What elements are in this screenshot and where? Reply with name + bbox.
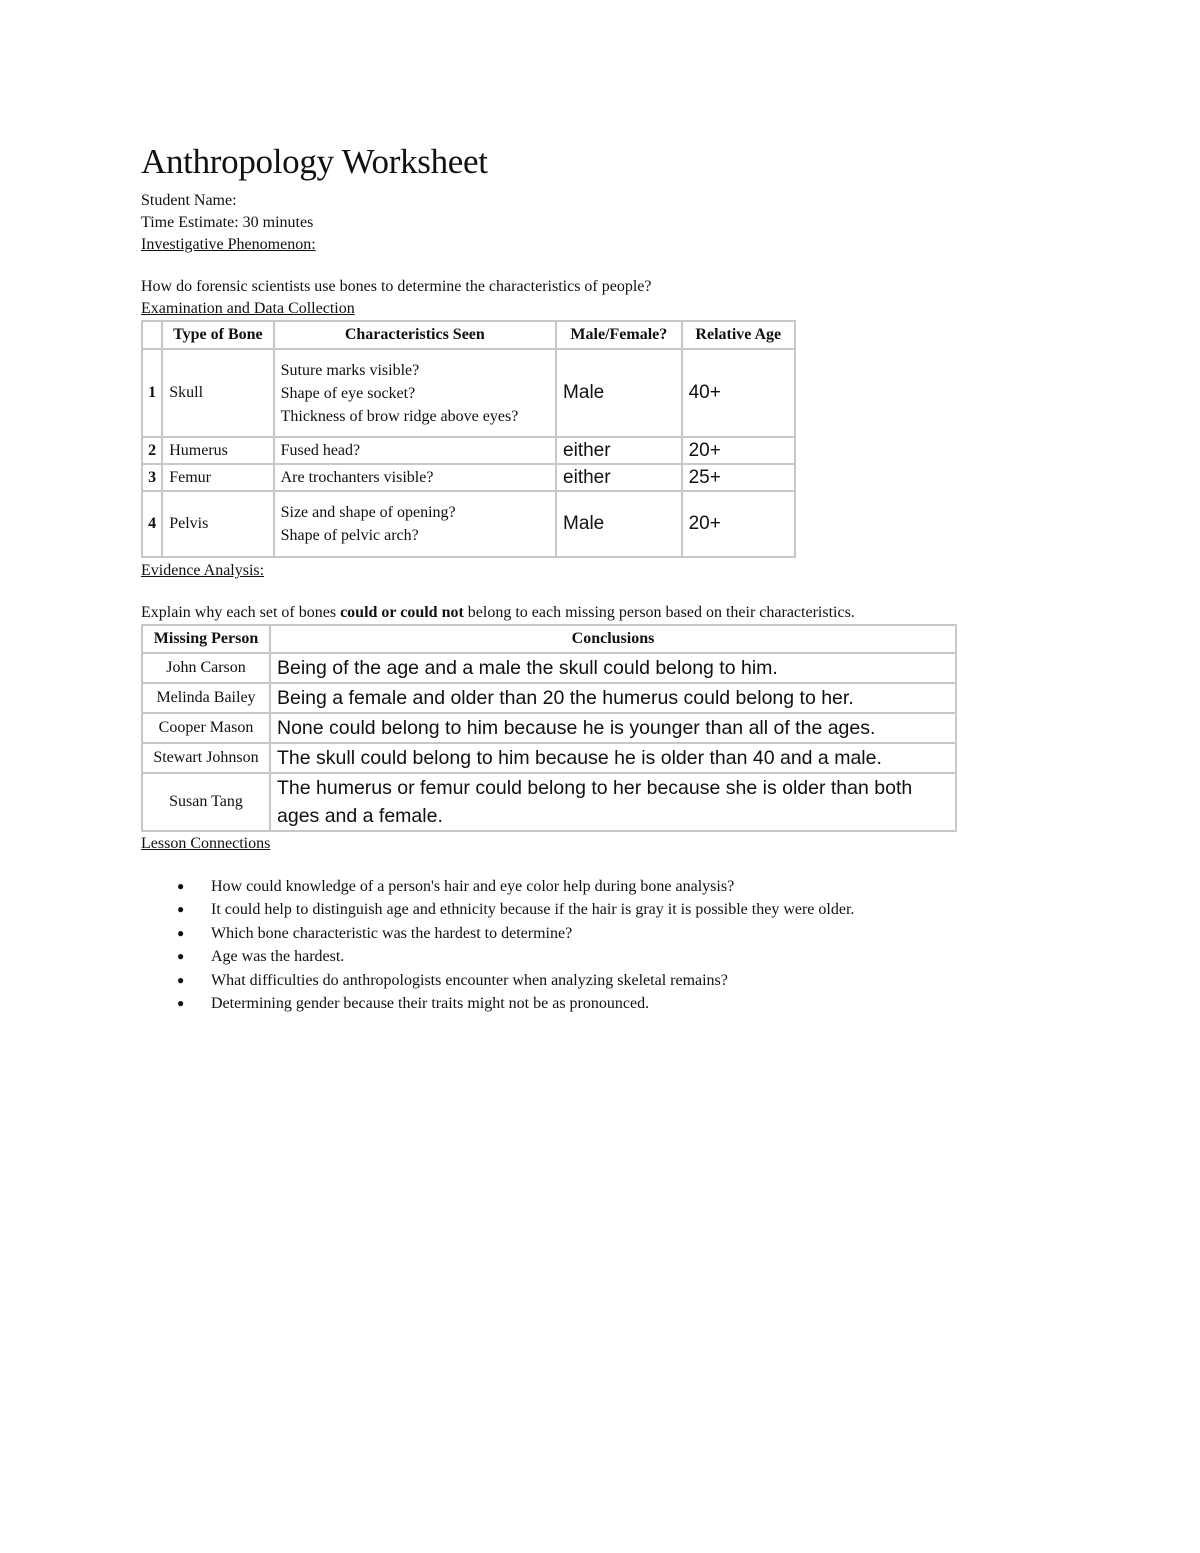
- bullet-icon: ●: [177, 972, 185, 987]
- conclusion: None could belong to him because he is younger than all of the ages.: [270, 713, 956, 743]
- exam-heading: Examination and Data Collection: [141, 300, 355, 317]
- list-item-text: It could help to distinguish age and ethnicity because if the hair is gray it is possible they were older.: [211, 901, 855, 919]
- list-item: [141, 875, 1041, 898]
- header-missing-person: Missing Person: [142, 625, 270, 653]
- table-row: [142, 773, 956, 831]
- characteristic-item: Are trochanters visible?: [280, 469, 434, 486]
- characteristic-item: Shape of pelvic arch?: [280, 527, 419, 544]
- explain-instructions: [141, 602, 1041, 624]
- explain-post: belong to each missing person based on their characteristics.: [463, 604, 855, 621]
- list-item-text: How could knowledge of a person's hair and eye color help during bone analysis?: [211, 878, 735, 895]
- header-characteristics: Characteristics Seen: [274, 321, 556, 349]
- bone-type: Femur: [162, 464, 273, 491]
- list-item: [141, 898, 1041, 921]
- bone-table: [141, 320, 796, 558]
- characteristics: [274, 491, 556, 557]
- characteristic-item: Suture marks visible?: [280, 361, 420, 379]
- list-item-text: Which bone characteristic was the hardest to determine?: [211, 924, 573, 942]
- sex-answer: Male: [556, 349, 682, 437]
- characteristic-item: Size and shape of opening?: [280, 504, 456, 521]
- question-text: How do forensic scientists use bones to determine the characteristics of people?: [141, 278, 652, 295]
- sex-answer: either: [556, 437, 682, 464]
- characteristics: [274, 437, 556, 464]
- bone-type: Pelvis: [162, 491, 273, 557]
- list-item: [141, 969, 1041, 992]
- bone-type: Humerus: [162, 437, 273, 464]
- list-item-text: What difficulties do anthropologists encounter when analyzing skeletal remains?: [211, 971, 728, 989]
- sex-answer: Male: [556, 491, 682, 557]
- list-item: [141, 922, 1041, 945]
- investigative-heading: Investigative Phenomenon:: [141, 236, 316, 253]
- lesson-bullet-list: [141, 875, 1041, 1015]
- row-number: 4: [142, 491, 162, 557]
- characteristic-item: Thickness of brow ridge above eyes?: [280, 407, 519, 425]
- bone-table-header: [142, 321, 795, 349]
- header-type: Type of Bone: [162, 321, 273, 349]
- bone-type: Skull: [162, 349, 273, 437]
- list-item: [141, 992, 1041, 1015]
- sex-answer: either: [556, 464, 682, 491]
- table-row: [142, 491, 795, 557]
- age-answer: 25+: [682, 464, 795, 491]
- time-estimate: Time Estimate: 30 minutes: [141, 214, 314, 231]
- header-age: Relative Age: [682, 321, 795, 349]
- bullet-icon: ●: [177, 902, 185, 917]
- row-number: 1: [142, 349, 162, 437]
- age-answer: 20+: [682, 437, 795, 464]
- explain-bold: could or could not: [340, 604, 464, 621]
- table-row: [142, 683, 956, 713]
- header-sex: Male/Female?: [556, 321, 682, 349]
- table-row: [142, 349, 795, 437]
- bullet-icon: ●: [177, 949, 185, 964]
- bullet-icon: ●: [177, 925, 185, 940]
- age-answer: 20+: [682, 491, 795, 557]
- conclusion: The humerus or femur could belong to her because she is older than both ages and a female.: [270, 773, 956, 831]
- person-name: John Carson: [142, 653, 270, 683]
- header-number-cell: [142, 321, 162, 349]
- person-name: Cooper Mason: [142, 713, 270, 743]
- row-number: 2: [142, 437, 162, 464]
- conclusion: Being a female and older than 20 the humerus could belong to her.: [270, 683, 956, 713]
- list-item-text: Determining gender because their traits might not be as pronounced.: [211, 995, 650, 1013]
- row-number: 3: [142, 464, 162, 491]
- bullet-icon: ●: [177, 879, 185, 893]
- conclusion: Being of the age and a male the skull could belong to him.: [270, 653, 956, 683]
- person-name: Melinda Bailey: [142, 683, 270, 713]
- person-name: Susan Tang: [142, 773, 270, 831]
- conclusion: The skull could belong to him because he is older than 40 and a male.: [270, 743, 956, 773]
- person-table: [141, 624, 957, 832]
- list-item: [141, 945, 1041, 968]
- table-row: [142, 437, 795, 464]
- age-answer: 40+: [682, 349, 795, 437]
- characteristics: [274, 464, 556, 491]
- evidence-heading: Evidence Analysis:: [141, 562, 265, 579]
- table-row: [142, 464, 795, 491]
- worksheet-page: [141, 140, 1041, 1015]
- list-item-text: Age was the hardest.: [211, 948, 345, 966]
- characteristics: [274, 349, 556, 437]
- lesson-heading: Lesson Connections: [141, 835, 271, 852]
- person-name: Stewart Johnson: [142, 743, 270, 773]
- person-table-header: [142, 625, 956, 653]
- table-row: [142, 653, 956, 683]
- student-name-label: Student Name:: [141, 192, 237, 209]
- header-conclusions: Conclusions: [270, 625, 956, 653]
- explain-pre: Explain why each set of bones: [141, 604, 341, 621]
- page-title: Anthropology Worksheet: [141, 142, 488, 181]
- characteristic-item: Fused head?: [280, 442, 361, 459]
- characteristic-item: Shape of eye socket?: [280, 384, 416, 402]
- bullet-icon: ●: [177, 996, 185, 1011]
- table-row: [142, 743, 956, 773]
- table-row: [142, 713, 956, 743]
